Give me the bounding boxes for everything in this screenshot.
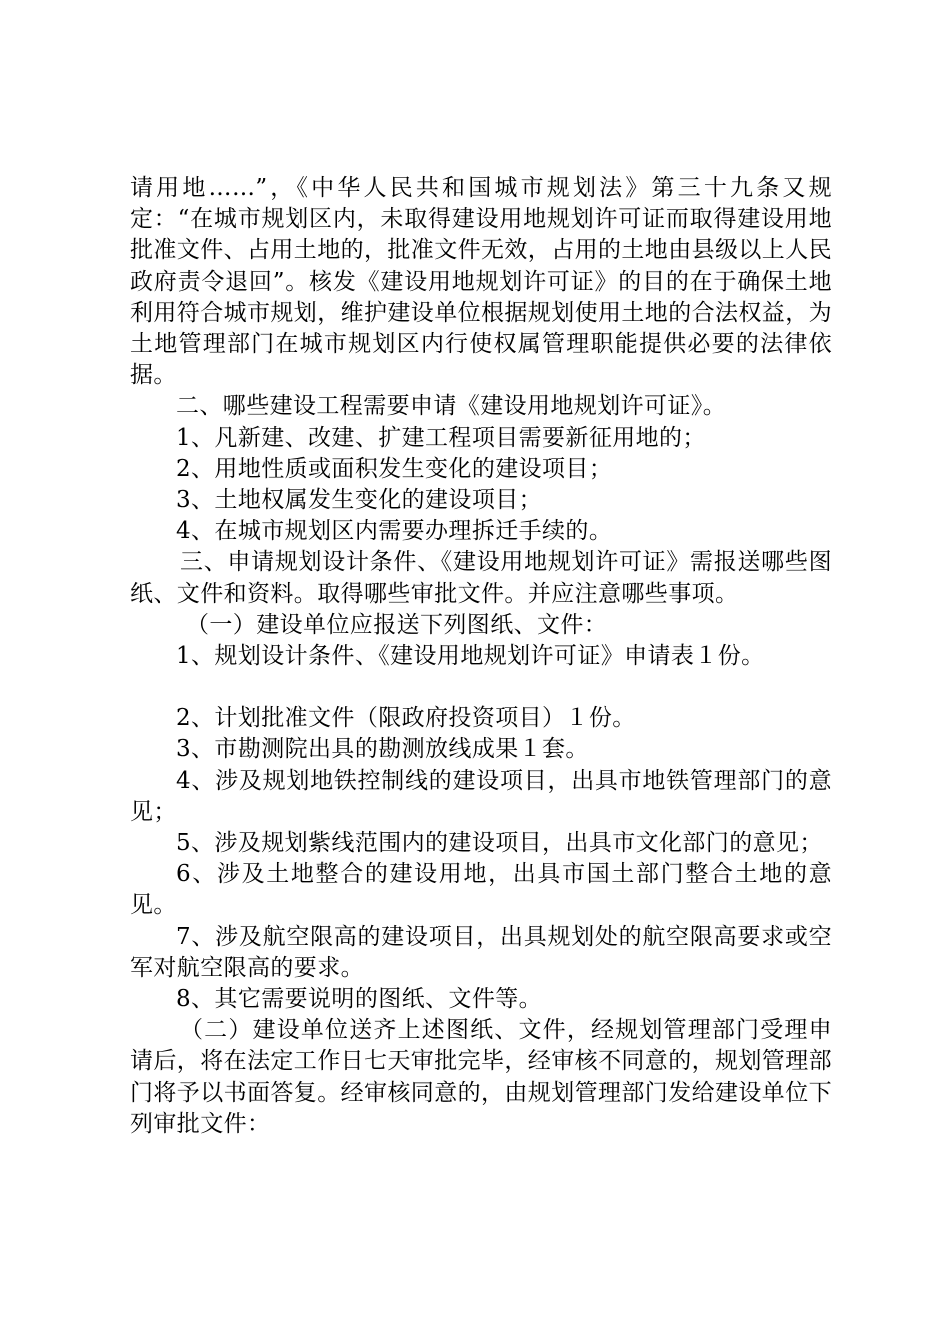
list-item: 3、土地权属发生变化的建设项目；: [176, 487, 543, 514]
list-item: 4、涉及规划地铁控制线的建设项目，出具市地铁管理部门的意见；: [130, 767, 832, 825]
section-two-heading: 二、哪些建设工程需要申请《建设用地规划许可证》。: [176, 393, 727, 420]
subsection-one-heading: （一）建设单位应报送下列图纸、文件：: [186, 611, 608, 638]
subsection-two-paragraph: （二）建设单位送齐上述图纸、文件，经规划管理部门受理申请后，将在法定工作日七天审批完毕，经审核不同意的，规划管理部门将予以书面答复。经审核同意的，由规划管理部门发给建设单位下列审批文件：: [130, 1017, 832, 1137]
list-item: 5、涉及规划紫线范围内的建设项目，出具市文化部门的意见；: [176, 830, 823, 857]
list-item: 4、在城市规划区内需要办理拆迁手续的。: [176, 518, 613, 545]
list-item: 6、涉及土地整合的建设用地，出具市国土部门整合土地的意见。: [130, 861, 832, 919]
list-item: 2、计划批准文件（限政府投资项目）１份。: [176, 705, 636, 732]
paragraph-intro: 请用地……”，《中华人民共和国城市规划法》第三十九条又规定：“在城市规划区内，未取得建设用地规划许可证而取得建设用地批准文件、占用土地的，批准文件无效，占用的土地由县级以上人民政府责令退回”。核发《建设用地规划许可证》的目的在于确保土地利用符合城市规划，维护建设单位根据规划使用土地的合法权益，为土地管理部门在城市规划区内行使权属管理职能提供必要的法律依据。: [130, 175, 832, 389]
section-three-heading: 三、申请规划设计条件、《建设用地规划许可证》需报送哪些图纸、文件和资料。取得哪些审批文件。并应注意哪些事项。: [130, 549, 832, 607]
list-item: 1、规划设计条件、《建设用地规划许可证》申请表１份。: [176, 643, 765, 670]
document-body: [130, 173, 832, 1140]
list-item: 2、用地性质或面积发生变化的建设项目；: [176, 455, 613, 482]
list-item: 8、其它需要说明的图纸、文件等。: [176, 986, 543, 1013]
list-item: 3、市勘测院出具的勘测放线成果１套。: [176, 736, 589, 763]
list-item: 7、涉及航空限高的建设项目，出具规划处的航空限高要求或空军对航空限高的要求。: [130, 923, 832, 981]
list-item: 1、凡新建、改建、扩建工程项目需要新征用地的；: [176, 424, 706, 451]
